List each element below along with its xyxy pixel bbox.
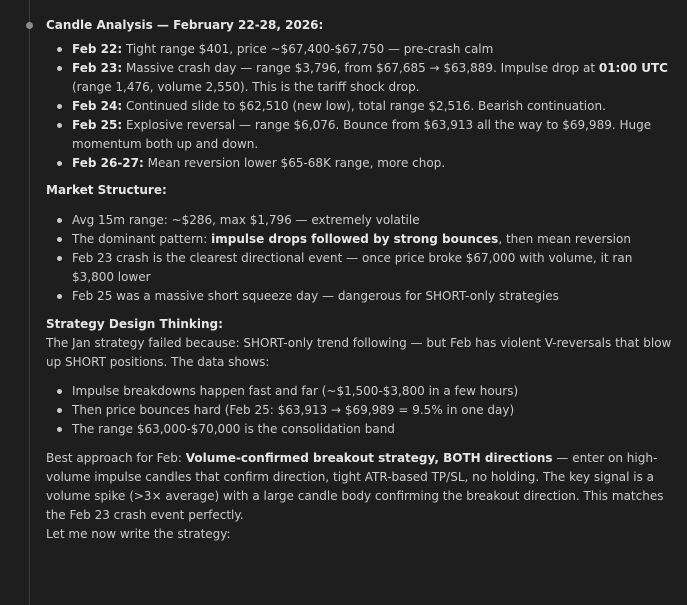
market-structure-list [46, 211, 676, 306]
list-item: Feb 25 was a massive short squeeze day — dangerous for SHORT-only strategies [46, 287, 676, 306]
list-item: The range $63,000-$70,000 is the consolidation band [46, 420, 676, 439]
list-item: Feb 26-27: Mean reversion lower $65-68K range, more chop. [46, 154, 676, 173]
timeline-dot-icon [26, 22, 33, 29]
list-item: Avg 15m range: ~$286, max $1,796 — extremely volatile [46, 211, 676, 230]
list-item: Impulse breakdowns happen fast and far (~$1,500-$3,800 in a few hours) [46, 382, 676, 401]
strategy-intro-paragraph: The Jan strategy failed because: SHORT-only trend following — but Feb has violent V-reversals that blow up SHORT positions. The data shows: [46, 336, 672, 369]
list-item: Then price bounces hard (Feb 25: $63,913 → $69,989 = 9.5% in one day) [46, 401, 676, 420]
list-item: Feb 24: Continued slide to $62,510 (new low), total range $2,516. Bearish continuation. [46, 97, 676, 116]
candle-analysis-list [46, 40, 676, 173]
strategy-design-heading: Strategy Design Thinking: [46, 317, 223, 331]
closing-text: Let me now write the strategy: [46, 527, 231, 541]
list-item: Feb 25: Explosive reversal — range $6,076. Bounce from $63,913 all the way to $69,989. Huge momentum both up and down. [46, 116, 676, 154]
list-item: Feb 23: Massive crash day — range $3,796, from $67,685 → $63,889. Impulse drop at 01:00 UTC (range 1,476, volume 2,550). This is the tariff shock drop. [46, 59, 676, 97]
list-item: Feb 22: Tight range $401, price ~$67,400-$67,750 — pre-crash calm [46, 40, 676, 59]
strategy-data-list [46, 382, 676, 439]
market-structure-heading: Market Structure: [46, 183, 167, 197]
assistant-message [46, 16, 676, 544]
timeline-line [29, 0, 30, 605]
candle-analysis-heading: Candle Analysis — February 22-28, 2026: [46, 18, 324, 32]
list-item: Feb 23 crash is the clearest directional event — once price broke $67,000 with volume, it ran $3,800 lower [46, 249, 676, 287]
list-item: The dominant pattern: impulse drops followed by strong bounces, then mean reversion [46, 230, 676, 249]
approach-paragraph: Best approach for Feb: Volume-confirmed breakout strategy, BOTH directions — enter on high-volume impulse candles that confirm direction, tight ATR-based TP/SL, no holding. The key signal is a volume spike (>3× average) with a large candle body confirming the breakout direction. This matches the Feb 23 crash event perfectly. [46, 451, 664, 522]
